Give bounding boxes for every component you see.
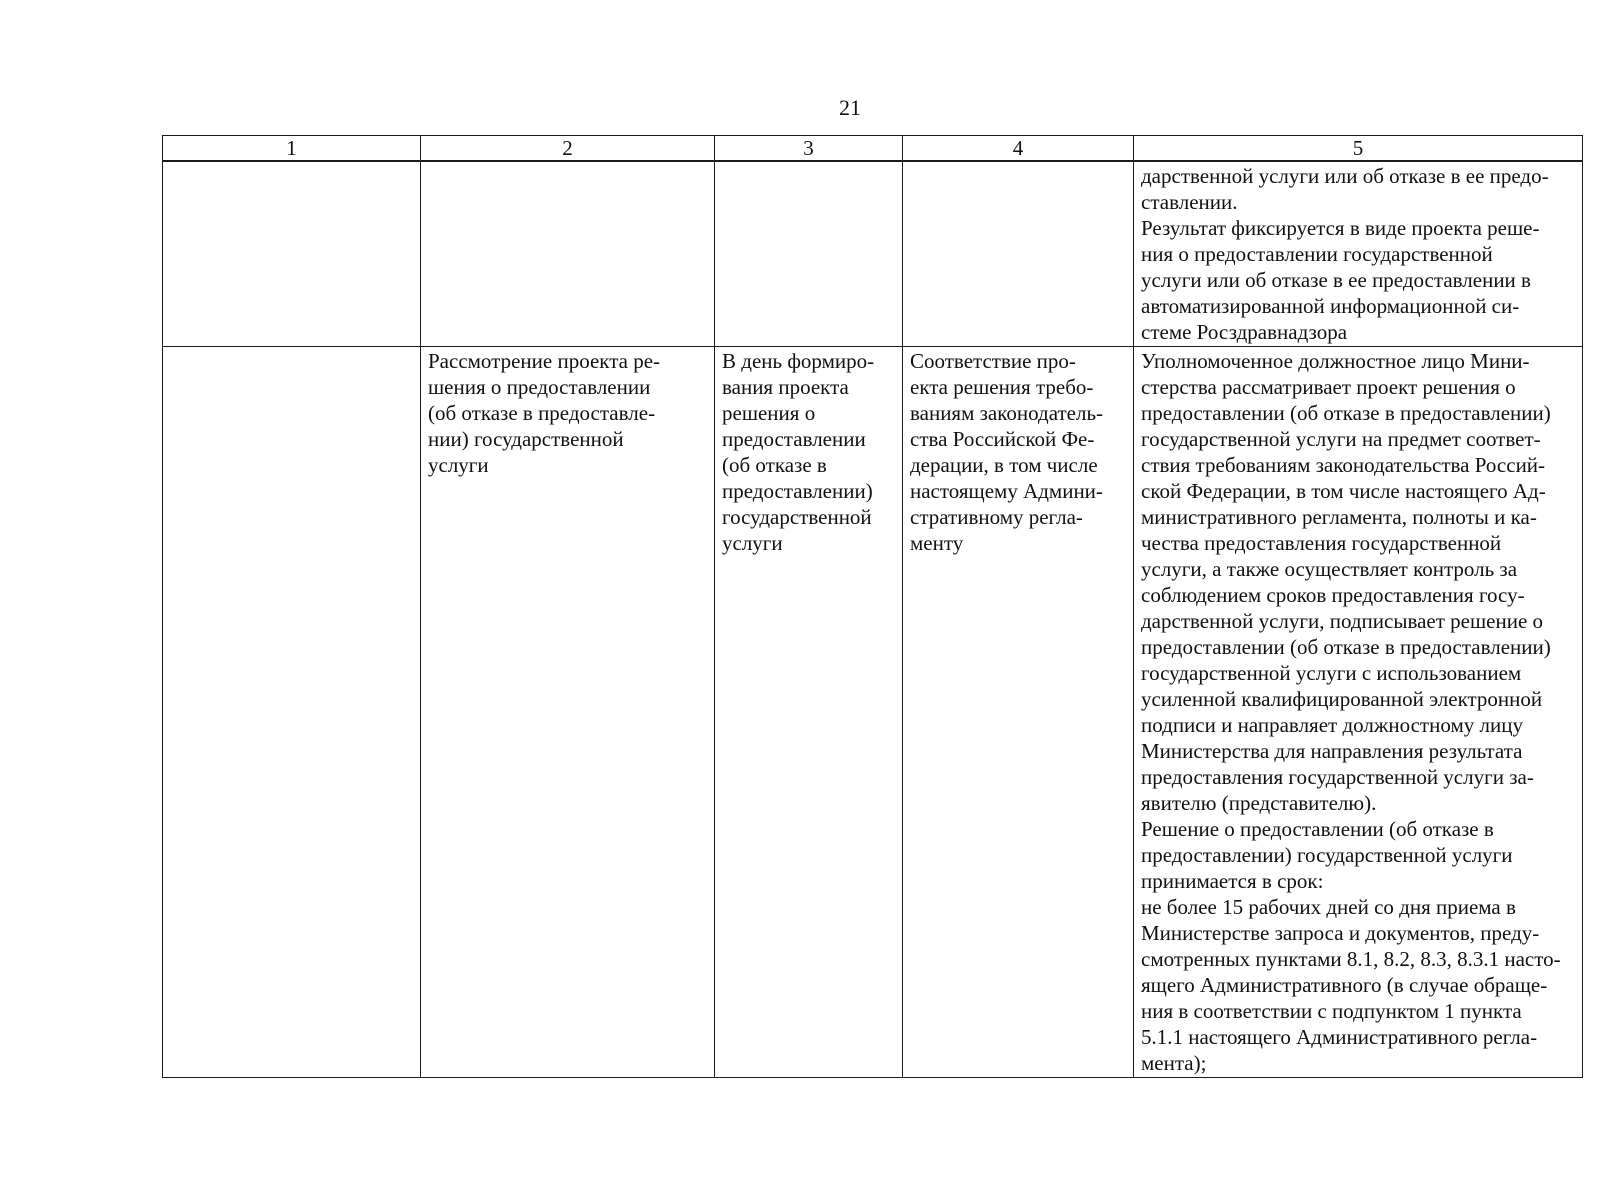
row2-cell-3-text: В день формиро- вания проекта решения о предоставлении (об отказе в предоставлении) государственной услуги bbox=[722, 349, 875, 555]
column-number-4: 4 bbox=[903, 136, 1134, 162]
table-row bbox=[163, 347, 1583, 1078]
table-row bbox=[163, 161, 1583, 347]
row2-cell-5 bbox=[1134, 347, 1583, 1078]
row2-cell-3 bbox=[715, 347, 903, 1078]
row1-cell-2 bbox=[421, 161, 715, 347]
row2-cell-4 bbox=[903, 347, 1134, 1078]
row1-cell-5-paragraph-1: дарственной услуги или об отказе в ее предо- ставлении. bbox=[1141, 164, 1549, 214]
row2-cell-2-text: Рассмотрение проекта ре- шения о предоставлении (об отказе в предоставле- нии) государственной услуги bbox=[428, 349, 661, 477]
row2-cell-1 bbox=[163, 347, 421, 1078]
row1-cell-4 bbox=[903, 161, 1134, 347]
row1-cell-3 bbox=[715, 161, 903, 347]
column-number-1: 1 bbox=[163, 136, 421, 162]
column-number-5: 5 bbox=[1134, 136, 1583, 162]
column-number-2: 2 bbox=[421, 136, 715, 162]
page-number: 21 bbox=[839, 95, 861, 120]
regulation-table bbox=[162, 135, 1583, 1078]
row1-cell-5 bbox=[1134, 161, 1583, 347]
row2-cell-5-paragraph-1: Уполномоченное должностное лицо Мини- стерства рассматривает проект решения о предоставлении (об отказе в предоставлении) государственной услуги на предмет соответ- ствия требованиям законодательства Россий- ской Федерации, в том числе настоящего Ад- министративного регламента, полноты и ка- чества предоставления государственной услуги, а также осуществляет контроль за соблюдением сроков предоставления госу- дарственной услуги, подписывает решение о предоставлении (об отказе в предоставлении) государственной услуги с использованием усиленной квалифицированной электронной подписи и направляет должностному лицу Министерства для направления результата предоставления государственной услуги за- явителю (представителю). bbox=[1141, 349, 1551, 815]
row2-cell-5-paragraph-3: не более 15 рабочих дней со дня приема в Министерстве запроса и документов, преду- смотренных пунктами 8.1, 8.2, 8.3, 8.3.1 насто- ящего Административного (в случае обраще- ния в соответствии с подпунктом 1 пункта 5.1.1 настоящего Административного регла- мента); bbox=[1141, 895, 1561, 1075]
row2-cell-5-paragraph-2: Решение о предоставлении (об отказе в предоставлении) государственной услуги принимается в срок: bbox=[1141, 817, 1513, 893]
row1-cell-5-paragraph-2: Результат фиксируется в виде проекта реше- ния о предоставлении государственной услуги или об отказе в ее предоставлении в автоматизированной информационной си- стеме Росздравнадзора bbox=[1141, 216, 1540, 344]
row2-cell-4-text: Соответствие про- екта решения требо- ваниям законодатель- ства Российской Фе- дерации, в том числе настоящему Админи- стративному регла- менту bbox=[910, 349, 1104, 555]
row1-cell-1 bbox=[163, 161, 421, 347]
table-header-row bbox=[163, 136, 1583, 162]
column-number-3: 3 bbox=[715, 136, 903, 162]
row2-cell-2 bbox=[421, 347, 715, 1078]
